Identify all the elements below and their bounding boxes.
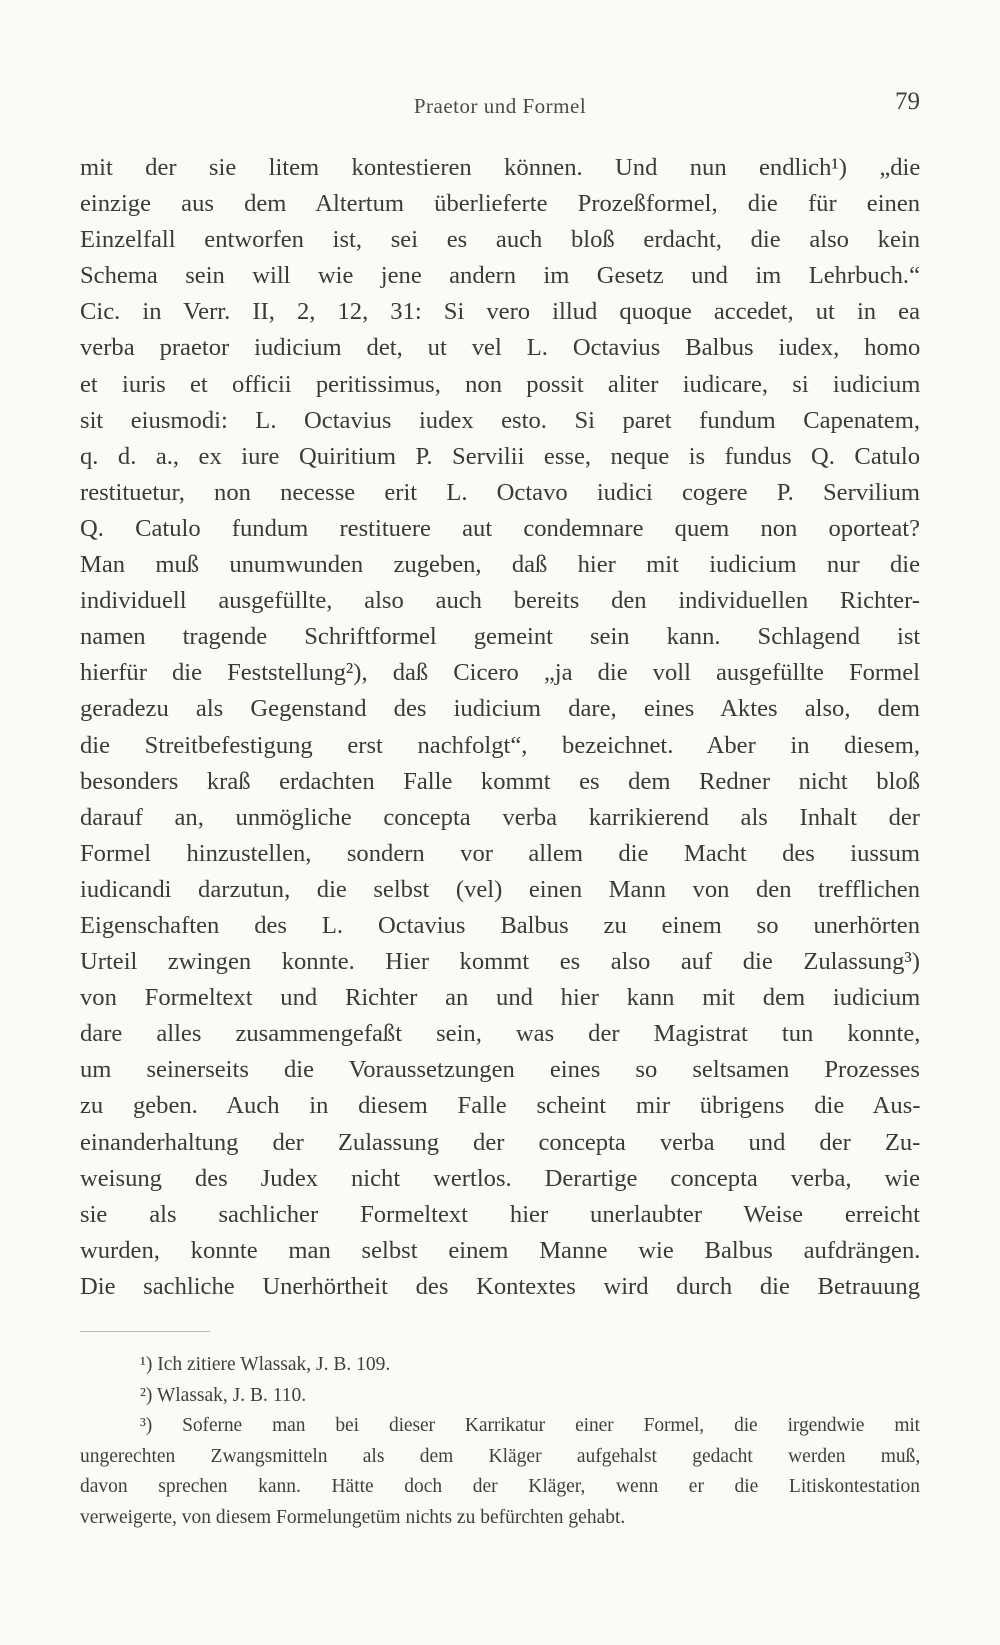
text-line: restituetur, non necesse erit L. Octavo iudici cogere P. Servilium [80,478,920,506]
text-line: darauf an, unmögliche concepta verba karrikierend als Inhalt der [80,803,920,831]
text-line: q. d. a., ex iure Quiritium P. Servilii esse, neque is fundus Q. Catulo [80,442,920,470]
text-line: die Streitbefestigung erst nachfolgt“, bezeichnet. Aber in diesem, [80,731,920,759]
text-line: dare alles zusammengefaßt sein, was der Magistrat tun konnte, [80,1020,921,1048]
page-header [80,88,920,128]
text-line: iudicandi darzutun, die selbst (vel) einen Mann von den trefflichen [80,875,920,903]
text-line: Einzelfall entworfen ist, sei es auch bloß erdacht, die also kein [80,226,920,254]
text-line: Man muß unumwunden zugeben, daß hier mit iudicium nur die [80,551,920,579]
footnote-1: ¹) Ich zitiere Wlassak, J. B. 109. [140,1354,391,1375]
text-line: wurden, konnte man selbst einem Manne wie Balbus aufdrängen. [80,1236,921,1264]
text-line: sie als sachlicher Formeltext hier unerlaubter Weise erreicht [80,1200,920,1228]
text-line: Schema sein will wie jene andern im Gesetz und im Lehrbuch.“ [80,262,920,290]
text-line: zu geben. Auch in diesem Falle scheint mir übrigens die Aus- [80,1092,921,1120]
text-line: einzige aus dem Altertum überlieferte Prozeßformel, die für einen [80,190,921,218]
footnote-3-continuation: davon sprechen kann. Hätte doch der Kläger, wenn er die Litiskontestation [80,1476,920,1498]
text-line: geradezu als Gegenstand des iudicium dare, eines Aktes also, dem [80,695,920,723]
text-line: weisung des Judex nicht wertlos. Derartige concepta verba, wie [80,1164,920,1192]
text-line: mit der sie litem kontestieren können. Und nun endlich¹) „die [80,154,921,181]
text-line: individuell ausgefüllte, also auch bereits den individuellen Richter- [80,587,920,615]
text-line: Formel hinzustellen, sondern vor allem die Macht des iussum [80,839,920,867]
text-line: Urteil zwingen konnte. Hier kommt es also auf die Zulassung³) [80,948,920,976]
page-number: 79 [895,88,920,115]
footnotes [80,1350,920,1534]
text-line: verba praetor iudicium det, ut vel L. Octavius Balbus iudex, homo [80,334,921,362]
text-line: hierfür die Feststellung²), daß Cicero „ja die voll ausgefüllte Formel [80,659,920,687]
text-line: et iuris et officii peritissimus, non possit aliter iudicare, si iudicium [80,370,921,398]
text-line: Die sachliche Unerhörtheit des Kontextes wird durch die Betrauung [80,1272,920,1300]
text-line: von Formeltext und Richter an und hier kann mit dem iudicium [80,984,921,1012]
text-line: besonders kraß erdachten Falle kommt es dem Redner nicht bloß [80,767,920,795]
text-line: namen tragende Schriftformel gemeint sein kann. Schlagend ist [80,623,921,651]
text-line: um seinerseits die Voraussetzungen eines so seltsamen Prozesses [80,1056,920,1084]
body-text [80,150,920,1305]
footnote-3: ³) Soferne man bei dieser Karrikatur einer Formel, die irgendwie mit [140,1415,920,1437]
footnote-2: ²) Wlassak, J. B. 110. [140,1384,307,1406]
footnote-divider [80,1331,210,1332]
running-head: Praetor und Formel [413,94,587,118]
text-line: Q. Catulo fundum restituere aut condemnare quem non oporteat? [80,514,920,542]
text-line: Cic. in Verr. II, 2, 12, 31: Si vero illud quoque accedet, ut in ea [80,298,921,326]
text-line: Eigenschaften des L. Octavius Balbus zu einem so unerhörten [80,911,920,939]
footnote-3-continuation: verweigerte, von diesem Formelungetüm nichts zu befürchten gehabt. [80,1506,626,1528]
footnote-3-continuation: ungerechten Zwangsmitteln als dem Kläger aufgehalst gedacht werden muß, [80,1445,921,1467]
text-line: sit eiusmodi: L. Octavius iudex esto. Si paret fundum Capenatem, [80,406,920,434]
text-line: einanderhaltung der Zulassung der concepta verba und der Zu- [80,1128,921,1156]
